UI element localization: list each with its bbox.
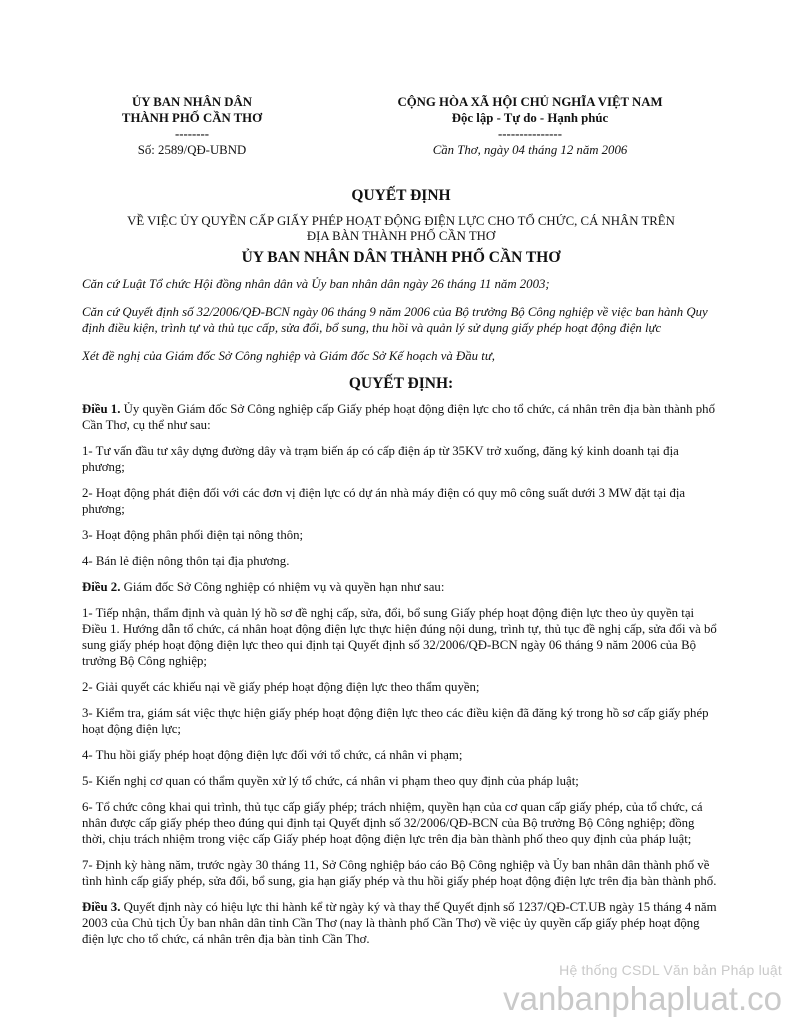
article-3-text: Quyết định này có hiệu lực thi hành kể từ ngày ký và thay thế Quyết định số 1237/QĐ-CT.UB ngày 15 tháng 4 năm 2003 của Chủ tịch Ủy ban nhân dân tỉnh Cần Thơ (nay là thành phố Cần Thơ) về việc ủy quyền cấp giấy phép hoạt động điện lực cho tổ chức, cá nhân trên địa bàn tỉnh Cần Thơ. <box>82 900 717 946</box>
article-2-item: 5- Kiến nghị cơ quan có thẩm quyền xử lý tổ chức, cá nhân vi phạm theo quy định của pháp luật; <box>82 774 579 788</box>
national-motto-block <box>350 94 710 158</box>
site-watermark <box>503 962 782 1018</box>
article-2-item: 6- Tổ chức công khai qui trình, thủ tục cấp giấy phép; trách nhiệm, quyền hạn của cơ quan cấp giấy phép, của tổ chức, cá nhân được cấp giấy phép theo đúng qui định tại Quyết định số 32/2006/QĐ-BCN của Bộ trưởng Bộ Công nghiệp; đồng thời, chịu trách nhiệm trong việc cấp Giấy phép hoạt động điện lực trên địa bàn thành phố theo quy định của pháp luật; <box>82 800 703 846</box>
article-2-label: Điều 2. <box>82 580 121 594</box>
basis-item: Xét đề nghị của Giám đốc Sở Công nghiệp và Giám đốc Sở Kế hoạch và Đầu tư, <box>82 349 496 363</box>
article-3-intro <box>82 899 720 947</box>
article-2-item: 1- Tiếp nhận, thẩm định và quản lý hồ sơ đề nghị cấp, sửa, đổi, bổ sung Giấy phép hoạt động điện lực theo ủy quyền tại Điều 1. Hướng dẫn tổ chức, cá nhân hoạt động điện lực thực hiện đúng nội dung, trình tự, thủ tục đề nghị cấp, sửa đổi và bổ sung giấy phép hoạt động điện lực theo qui định tại Quyết định số 32/2006/QĐ-BCN ngày 06 tháng 9 năm 2006 của Bộ trưởng Bộ Công nghiệp; <box>82 606 717 668</box>
legal-basis <box>82 276 720 364</box>
document-page <box>82 94 720 957</box>
article-3 <box>82 899 720 947</box>
article-1-label: Điều 1. <box>82 402 121 416</box>
national-motto: Độc lập - Tự do - Hạnh phúc <box>451 111 609 125</box>
watermark-domain: vanbanphapluat.co <box>503 980 782 1017</box>
article-3-label: Điều 3. <box>82 900 121 914</box>
article-2-item: 2- Giải quyết các khiếu nại về giấy phép hoạt động điện lực theo thẩm quyền; <box>82 680 480 694</box>
article-2-item: 7- Định kỳ hàng năm, trước ngày 30 tháng 11, Sở Công nghiệp báo cáo Bộ Công nghiệp và Ủy ban nhân dân thành phố về tình hình cấp giấy phép, sửa đổi, bổ sung, gia hạn giấy phép và thu hồi giấy phép hoạt động điện lực trên địa bàn thành phố. <box>82 858 717 888</box>
authority-line-1: ỦY BAN NHÂN DÂN <box>131 95 253 109</box>
basis-item: Căn cứ Luật Tổ chức Hội đồng nhân dân và Ủy ban nhân dân ngày 26 tháng 11 năm 2003; <box>82 277 550 291</box>
article-2-item: 3- Kiểm tra, giám sát việc thực hiện giấy phép hoạt động điện lực theo các điều kiện đã đăng ký trong hồ sơ cấp giấy phép hoạt động điện lực; <box>82 706 709 736</box>
national-name: CỘNG HÒA XÃ HỘI CHỦ NGHĨA VIỆT NAM <box>397 95 663 109</box>
article-1-text: Ủy quyền Giám đốc Sở Công nghiệp cấp Giấy phép hoạt động điện lực cho tổ chức, cá nhân trên địa bàn thành phố Cần Thơ, cụ thể như sau: <box>82 402 715 432</box>
document-date: Cần Thơ, ngày 04 tháng 12 năm 2006 <box>432 143 628 157</box>
decision-authority: ỦY BAN NHÂN DÂN THÀNH PHỐ CẦN THƠ <box>241 249 561 266</box>
watermark-caption: Hệ thống CSDL Văn bản Pháp luật <box>559 962 782 978</box>
issuing-authority-block <box>82 94 302 158</box>
article-2-item: 4- Thu hồi giấy phép hoạt động điện lực đối với tổ chức, cá nhân vi phạm; <box>82 748 463 762</box>
document-subject: VỀ VIỆC ỦY QUYỀN CẤP GIẤY PHÉP HOẠT ĐỘNG ĐIỆN LỰC CHO TỔ CHỨC, CÁ NHÂN TRÊN ĐỊA BÀN THÀNH PHỐ CẦN THƠ <box>127 214 675 243</box>
authority-separator: -------- <box>174 127 210 141</box>
article-1 <box>82 401 720 569</box>
article-1-item: 2- Hoạt động phát điện đối với các đơn vị điện lực có dự án nhà máy điện có quy mô công suất dưới 3 MW đặt tại địa phương; <box>82 486 686 516</box>
article-2 <box>82 579 720 889</box>
article-1-item: 4- Bán lẻ điện nông thôn tại địa phương. <box>82 554 290 568</box>
document-header <box>82 94 720 158</box>
article-2-intro <box>82 579 720 595</box>
article-2-text: Giám đốc Sở Công nghiệp có nhiệm vụ và quyền hạn như sau: <box>120 580 445 594</box>
motto-separator: --------------- <box>498 127 562 141</box>
article-1-item: 3- Hoạt động phân phối điện tại nông thôn; <box>82 528 304 542</box>
document-number: Số: 2589/QĐ-UBND <box>137 143 247 157</box>
document-title: QUYẾT ĐỊNH <box>351 187 451 204</box>
article-1-item: 1- Tư vấn đầu tư xây dựng đường dây và trạm biến áp có cấp điện áp từ 35KV trở xuống, đăng ký kinh doanh tại địa phương; <box>82 444 679 474</box>
decision-heading: QUYẾT ĐỊNH: <box>348 375 454 392</box>
article-1-intro <box>82 401 720 433</box>
basis-item: Căn cứ Quyết định số 32/2006/QĐ-BCN ngày 06 tháng 9 năm 2006 của Bộ trưởng Bộ Công nghiệp về việc ban hành Quy định điều kiện, trình tự và thủ tục cấp, sửa đổi, bổ sung, thu hồi và quản lý sử dụng giấy phép hoạt động điện lực <box>82 305 708 335</box>
authority-line-2: THÀNH PHỐ CẦN THƠ <box>121 111 263 125</box>
